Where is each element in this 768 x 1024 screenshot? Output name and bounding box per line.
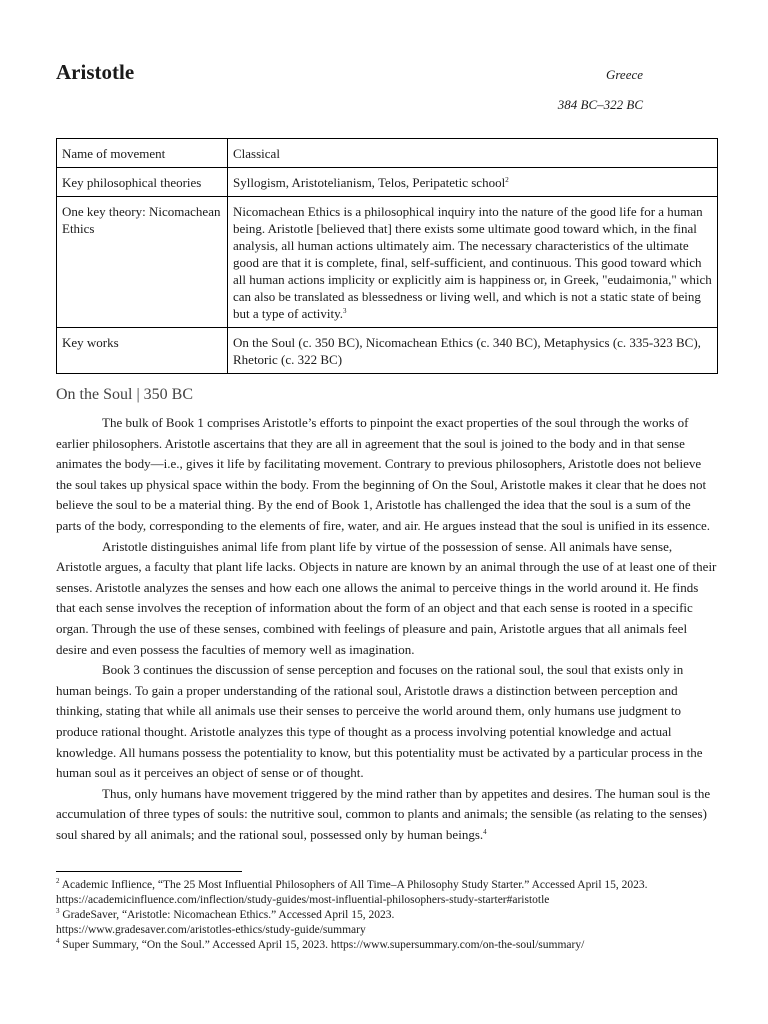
table-value: On the Soul (c. 350 BC), Nicomachean Ethics (c. 340 BC), Metaphysics (c. 335-323 BC), Rhetoric (c. 322 BC)	[228, 328, 718, 374]
paragraph: Aristotle distinguishes animal life from plant life by virtue of the possession of sense. All animals have sense, Aristotle argues, a faculty that plant life lacks. Objects in nature are known by an animal through the use of at least one of their senses. Aristotle analyzes the senses and how each one allows the animal to perceive things in the world around it. He finds that each sense involves the reception of information about the form of an object and that each sense is rooted in a specific organ. Through the use of these senses, combined with feelings of pleasure and pain, Aristotle argues that all animals feel desire and even possess the faculties of memory well as imagination.	[56, 538, 717, 657]
table-value: Syllogism, Aristotelianism, Telos, Peripatetic school$^2$	[228, 168, 718, 197]
paragraph: Thus, only humans have movement triggered by the mind rather than by appetites and desires. The human soul is the accumulation of three types of souls: the nutritive soul, common to plants and animals; the sensible (as relating to the senses) soul shared by all animals; and the rational soul, possessed only by human beings.$^4$	[56, 785, 711, 842]
footnote-item: $^2$ Academic Inflience, “The 25 Most Influential Philosophers of All Time–A Philosophy Study Starter.” Accessed April 15, 2023. https://academicinfluence.com/inflection/study-guides/most-influential-philosophers-study-starter#aristotle	[56, 877, 648, 906]
table-row	[57, 328, 718, 374]
paragraph: Book 3 continues the discussion of sense perception and focuses on the rational soul, the soul that exists only in human beings. To gain a proper understanding of the rational soul, Aristotle draws a distinction between perception and thinking, stating that while all animals use their senses to perceive the world around them, only humans use judgment to produce rational thought. Aristotle analyzes this type of thought as a process involving potential knowledge and actual knowledge. All humans possess the potentiality to know, but this potentiality must be activated by a particular process in the human soul as it perceives an object of sense or of thought.	[56, 662, 703, 781]
footnote-ref[interactable]: 3	[343, 307, 347, 315]
country-label: Greece	[605, 67, 643, 82]
table-value: Classical	[228, 139, 718, 168]
table-label: Key philosophical theories	[57, 168, 228, 197]
footnote-link[interactable]: https://academicinfluence.com/inflection/study-guides/most-influential-philosophers-study-starter#aristotle	[56, 894, 550, 906]
page-title: Aristotle	[56, 60, 135, 84]
footnote-link[interactable]: https://www.gradesaver.com/aristotles-ethics/study-guide/summary	[56, 924, 366, 936]
paragraph: The bulk of Book 1 comprises Aristotle’s efforts to pinpoint the exact properties of the soul through the works of earlier philosophers. Aristotle ascertains that they are all in agreement that the soul is joined to the body and in that sense animates the body—i.e., gives it life by facilitating movement. Contrary to previous philosophers, Aristotle does not believe the soul takes up physical space within the body. From the beginning of On the Soul, Aristotle makes it clear that he does not believe the soul to be a material thing. By the end of Book 1, Aristotle has challenged the idea that the soul is a sum of the parts of the body, corresponding to the elements of fire, water, and air. He argues instead that the soul is unified in its essence.	[56, 415, 710, 533]
table-row	[57, 139, 718, 168]
section-body	[56, 413, 718, 845]
table-label: One key theory: Nicomachean Ethics	[57, 197, 228, 328]
table-label: Name of movement	[57, 139, 228, 168]
info-table	[56, 138, 718, 374]
footnote-ref[interactable]: 2	[505, 176, 509, 184]
footnote-ref[interactable]: 4	[483, 827, 487, 836]
footnotes	[56, 878, 718, 953]
table-label: Key works	[57, 328, 228, 374]
table-row	[57, 197, 718, 328]
footnote-item: $^4$ Super Summary, “On the Soul.” Accessed April 15, 2023. https://www.supersummary.com/on-the-soul/summary/	[56, 937, 585, 951]
section-heading: On the Soul | 350 BC	[56, 386, 193, 403]
years-label: 384 BC–322 BC	[557, 97, 643, 112]
footnote-item: $^3$ GradeSaver, “Aristotle: Nicomachean Ethics.” Accessed April 15, 2023. https://www.gradesaver.com/aristotles-ethics/study-guide/summary	[56, 907, 395, 936]
table-row	[57, 168, 718, 197]
footnote-divider	[56, 871, 242, 872]
table-value: Nicomachean Ethics is a philosophical inquiry into the nature of the good life for a human being. Aristotle [believed that] there exists some ultimate good toward which, in the final analysis, all human actions ultimately aim. The necessary characteristics of the ultimate good are that it is complete, final, self-sufficient, and continuous. This good toward which all human actions implicity or explicitly aim is happiness or, in Greek, "eudaimonia," which can also be translated as blessedness or living well, and which is not a static state of being but a type of activity.$^3$	[228, 197, 718, 328]
